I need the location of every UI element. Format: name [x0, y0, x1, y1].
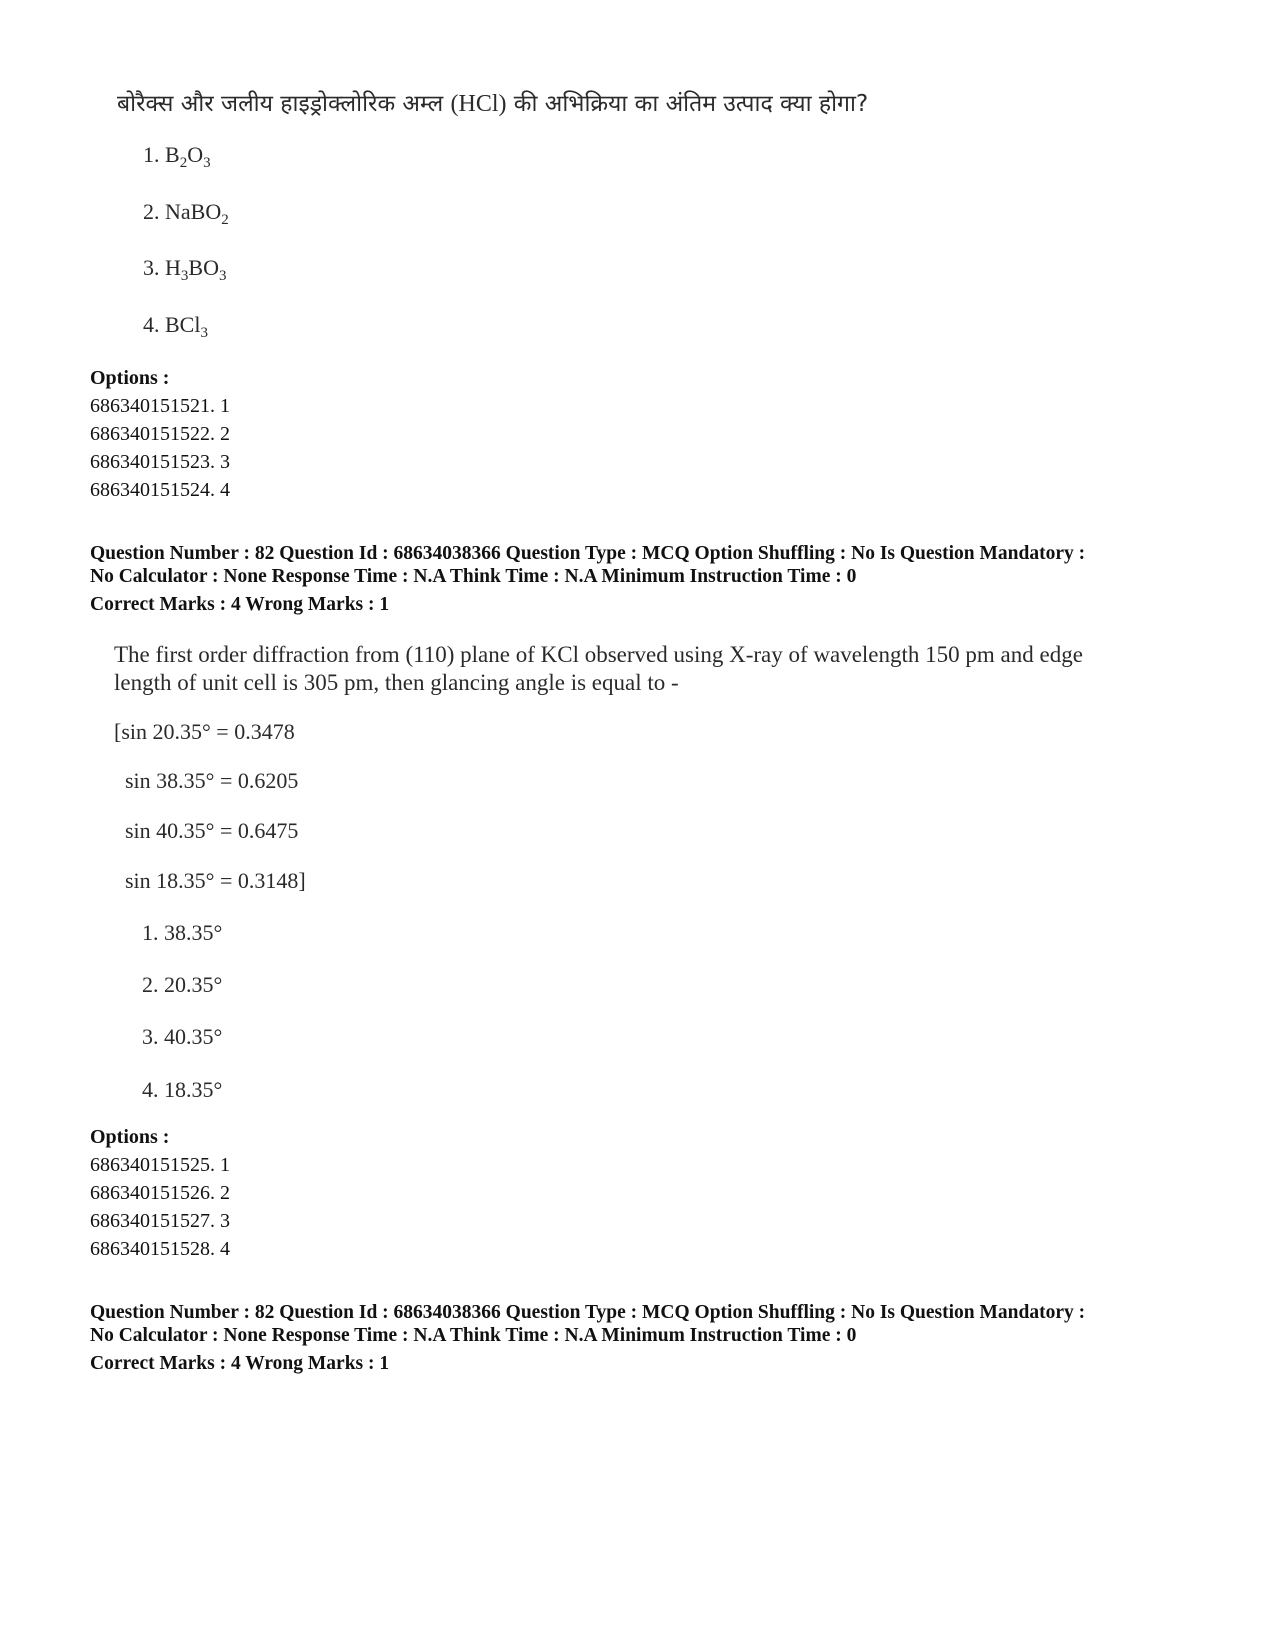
question-1-choice-2: 2. NaBO$_2$	[143, 199, 229, 228]
options-label: Options :	[90, 1126, 170, 1148]
question-2-choice-1: 1. 38.35°	[142, 920, 223, 945]
question-2-choice-2: 2. 20.35°	[142, 972, 223, 997]
option-id-row: 686340151525. 1	[90, 1154, 230, 1176]
question-1-hindi-part: बोरैक्स और जलीय हाइड्रोक्लोरिक अम्ल	[117, 91, 451, 117]
question-1-text	[117, 86, 868, 118]
question-1-choice-4: 4. BCl$_3$	[143, 312, 208, 341]
question-2-choice-4: 4. 18.35°	[142, 1077, 223, 1102]
sine-value-line: sin 40.35° = 0.6475	[125, 818, 299, 843]
question-1-hcl: (HCl)	[450, 91, 507, 117]
question-marks-line: Correct Marks : 4 Wrong Marks : 1	[90, 594, 390, 615]
question-marks-line: Correct Marks : 4 Wrong Marks : 1	[90, 1353, 390, 1374]
option-id-row: 686340151527. 3	[90, 1210, 230, 1232]
option-id-row: 686340151524. 4	[90, 479, 230, 501]
options-label: Options :	[90, 367, 170, 389]
question-1-choice-1: 1. $B_2O_3$	[143, 142, 211, 171]
question-2-choice-3: 3. 40.35°	[142, 1024, 223, 1049]
option-id-row: 686340151523. 3	[90, 451, 230, 473]
sine-value-line: sin 38.35° = 0.6205	[125, 768, 299, 793]
sine-value-line: sin 18.35° = 0.3148]	[125, 868, 306, 893]
question-1-choice-3: 3. $H_3BO_3$	[143, 255, 227, 284]
question-meta-line-2: No Calculator : None Response Time : N.A Think Time : N.A Minimum Instruction Time : 0	[90, 566, 857, 587]
question-2-text-line-1: The first order diffraction from (110) plane of KCl observed using X-ray of wavelength 150 pm and edge	[114, 642, 1083, 667]
option-id-row: 686340151521. 1	[90, 395, 230, 417]
question-meta-line-1: Question Number : 82 Question Id : 68634038366 Question Type : MCQ Option Shuffling : No Is Question Mandatory :	[90, 543, 1086, 564]
sine-value-line: [sin 20.35° = 0.3478	[114, 719, 295, 744]
option-id-row: 686340151528. 4	[90, 1238, 230, 1260]
question-2-text-line-2: length of unit cell is 305 pm, then glancing angle is equal to -	[114, 670, 679, 695]
option-id-row: 686340151522. 2	[90, 423, 230, 445]
question-meta-line-2: No Calculator : None Response Time : N.A Think Time : N.A Minimum Instruction Time : 0	[90, 1325, 857, 1346]
option-id-row: 686340151526. 2	[90, 1182, 230, 1204]
question-1-hindi-part-2: की अभिक्रिया का अंतिम उत्पाद क्या होगा?	[506, 91, 869, 117]
question-meta-line-1: Question Number : 82 Question Id : 68634038366 Question Type : MCQ Option Shuffling : No Is Question Mandatory :	[90, 1302, 1086, 1323]
